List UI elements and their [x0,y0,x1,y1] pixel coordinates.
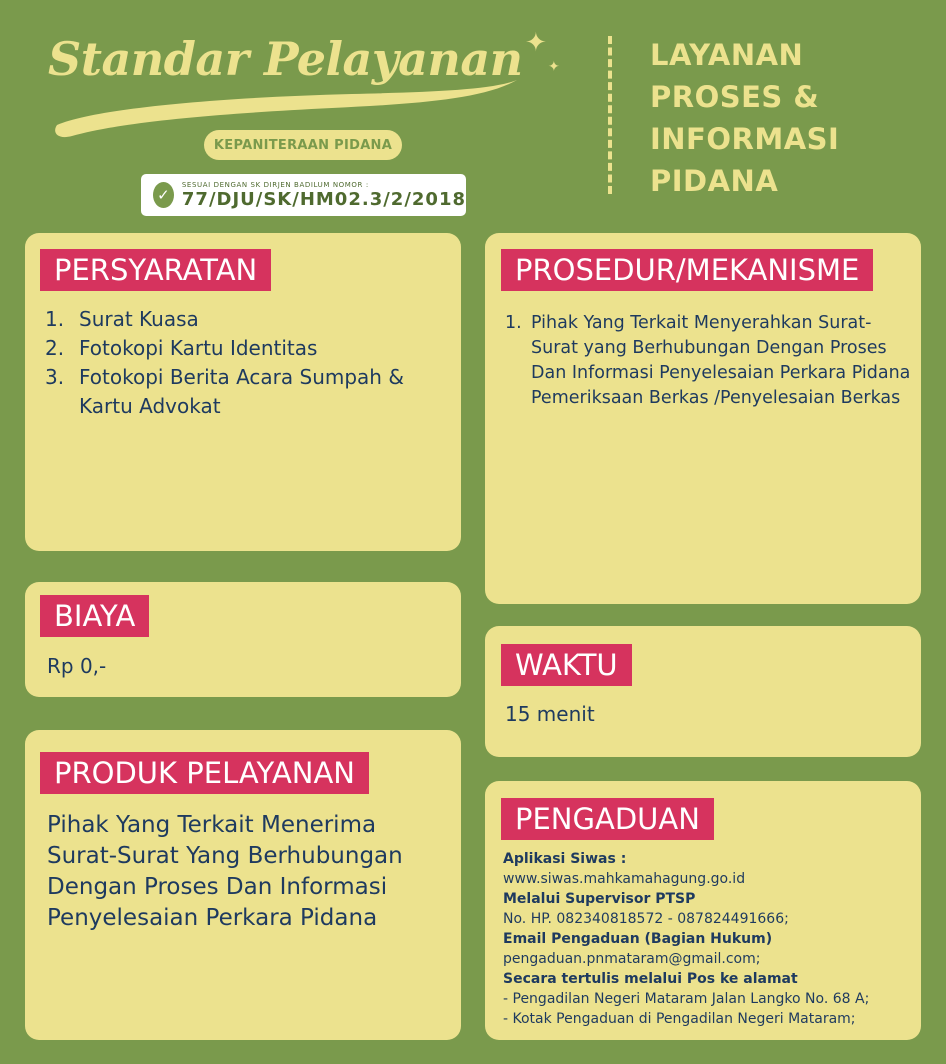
logo-title: Standar Pelayanan [48,32,523,86]
service-title: LAYANAN PROSES & INFORMASI PIDANA [650,38,840,198]
waktu-title: WAKTU [501,644,632,686]
produk-card [25,730,461,1040]
biaya-card [25,582,461,697]
list-item: 2. Fotokopi Kartu Identitas [45,336,318,360]
list-item: 1. Surat Kuasa [45,307,199,331]
check-badge-icon: ✓ [153,182,174,208]
siwas-link[interactable]: www.siwas.mahkamahagung.go.id [503,871,746,887]
pengaduan-title: PENGADUAN [501,798,714,840]
produk-text: Pihak Yang Terkait Menerima Surat-Surat Yang Berhubungan Dengan Proses Dan Informasi Penyelesaian Perkara Pidana [47,812,403,931]
pengaduan-line: - Kotak Pengaduan di Pengadilan Negeri Mataram; [503,1011,856,1027]
biaya-value: Rp 0,- [47,654,107,678]
waktu-value: 15 menit [505,702,595,726]
prosedur-list [505,311,910,411]
email-link[interactable]: pengaduan.pnmataram@gmail.com; [503,951,761,967]
pengaduan-line: Melalui Supervisor PTSP [503,891,696,907]
prosedur-card [485,233,921,604]
pengaduan-line: No. HP. 082340818572 - 087824491666; [503,911,789,927]
header-divider [608,36,612,194]
pengaduan-line: Aplikasi Siwas : [503,851,627,867]
prosedur-title: PROSEDUR/MEKANISME [501,249,873,291]
pengaduan-line: - Pengadilan Negeri Mataram Jalan Langko No. 68 A; [503,991,870,1007]
pengaduan-details [503,849,869,1029]
list-item: 1. Pihak Yang Terkait Menyerahkan Surat- Surat yang Berhubungan Dengan Proses Dan Informasi Penyelesaian Perkara Pidana Pemeriksaan Berkas /Penyelesaian Berkas [505,313,911,408]
biaya-title: BIAYA [40,595,149,637]
pengaduan-line: Secara tertulis melalui Pos ke alamat [503,971,798,987]
waktu-card [485,626,921,757]
list-item: 3. Fotokopi Berita Acara Sumpah & Kartu Advokat [45,365,404,418]
pengaduan-card [485,781,921,1040]
persyaratan-list [45,305,404,421]
produk-title: PRODUK PELAYANAN [40,752,369,794]
pengaduan-line: Email Pengaduan (Bagian Hukum) [503,931,773,947]
sk-number: 77/DJU/SK/HM02.3/2/2018 [181,188,466,210]
department-pill: KEPANITERAAN PIDANA [204,130,402,160]
persyaratan-card [25,233,461,551]
sk-label: SESUAI DENGAN SK DIRJEN BADILUM NOMOR : [181,180,369,189]
sparkle-icon: ✦ [525,28,547,58]
sparkle-small-icon: ✦ [548,59,560,75]
sk-reference-box [141,174,466,216]
persyaratan-title: PERSYARATAN [40,249,271,291]
